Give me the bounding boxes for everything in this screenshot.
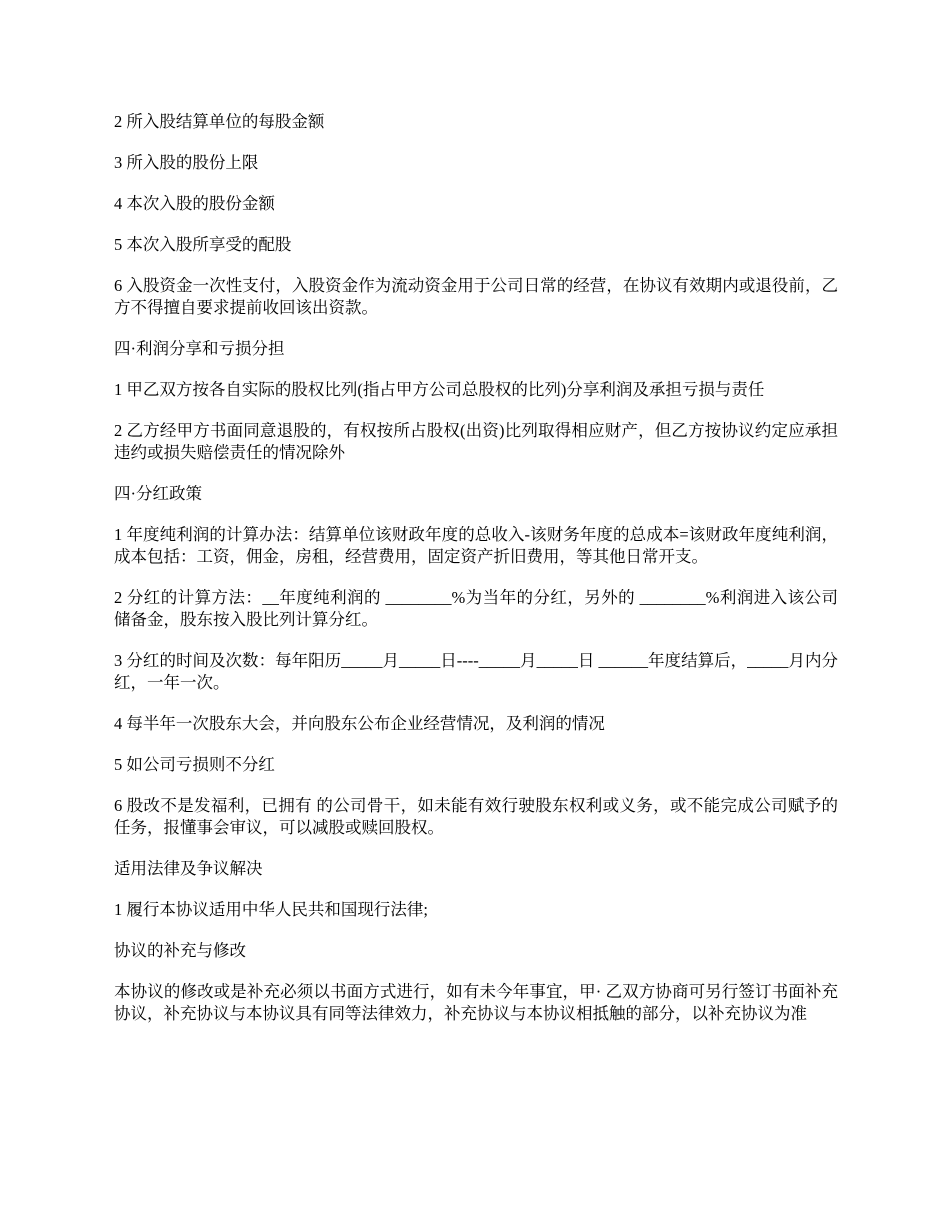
- paragraph-share-price: 2 所入股结算单位的每股金额: [114, 112, 325, 131]
- paragraph-allotment: 5 本次入股所享受的配股: [114, 235, 292, 254]
- document-body: [114, 111, 838, 1044]
- paragraph-share-reform: 6 股改不是发福利，已拥有 的公司骨干，如未能有效行驶股东权利或义务，或不能完成公司赋予的任务，报懂事会审议，可以减股或赎回股权。: [114, 796, 838, 837]
- paragraph-dividend-calculation: 2 分红的计算方法：__年度纯利润的 ________%为当年的分红，另外的 ________%利润进入该公司储备金，股东按入股比列计算分红。: [114, 588, 838, 629]
- paragraph-no-dividend-on-loss: 5 如公司亏损则不分红: [114, 755, 275, 774]
- paragraph-dividend-timing: 3 分红的时间及次数：每年阳历_____月_____日----_____月_____日 ______年度结算后，_____月内分红，一年一次。: [114, 651, 838, 692]
- paragraph-share-limit: 3 所入股的股份上限: [114, 153, 259, 172]
- paragraph-share-amount: 4 本次入股的股份金额: [114, 194, 275, 213]
- section-heading-applicable-law: 适用法律及争议解决: [114, 859, 263, 878]
- paragraph-supplement-amendment: 本协议的修改或是补充必须以书面方式进行，如有未今年事宜，甲· 乙双方协商可另行签订书面补充协议，补充协议与本协议具有同等法律效力，补充协议与本协议相抵触的部分，以补充协议为准: [114, 982, 838, 1023]
- paragraph-withdrawal: 2 乙方经甲方书面同意退股的，有权按所占股权(出资)比列取得相应财产，但乙方按协议约定应承担违约或损失赔偿责任的情况除外: [114, 421, 838, 462]
- section-heading-profit-loss: 四·利润分享和亏损分担: [114, 339, 285, 358]
- paragraph-one-time-payment: 6 入股资金一次性支付，入股资金作为流动资金用于公司日常的经营，在协议有效期内或退役前，乙方不得擅自要求提前收回该出资款。: [114, 276, 838, 317]
- paragraph-profit-sharing: 1 甲乙双方按各自实际的股权比列(指占甲方公司总股权的比列)分享利润及承担亏损与责任: [114, 380, 765, 399]
- paragraph-governing-law: 1 履行本协议适用中华人民共和国现行法律;: [114, 900, 428, 919]
- section-heading-supplement: 协议的补充与修改: [114, 941, 246, 960]
- section-heading-dividend-policy: 四·分红政策: [114, 484, 202, 503]
- paragraph-shareholder-meeting: 4 每半年一次股东大会，并向股东公布企业经营情况，及利润的情况: [114, 714, 605, 733]
- paragraph-net-profit-calculation: 1 年度纯利润的计算办法：结算单位该财政年度的总收入-该财务年度的总成本=该财政年度纯利润，成本包括：工资，佣金，房租，经营费用，固定资产折旧费用，等其他日常开支。: [114, 525, 838, 566]
